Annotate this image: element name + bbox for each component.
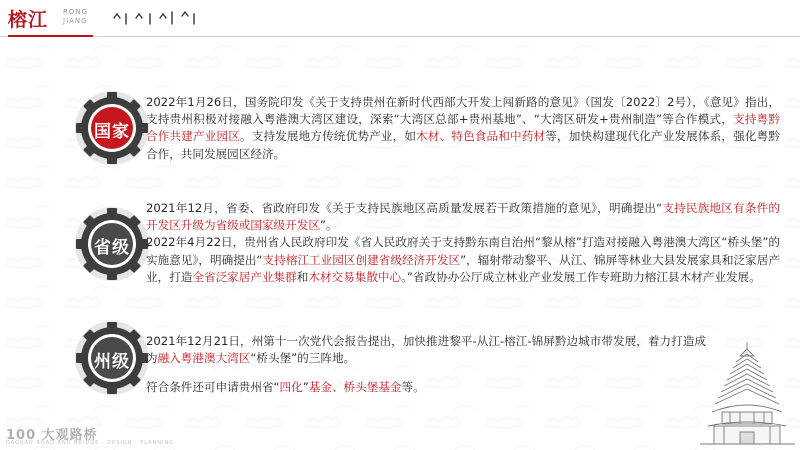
national-policy-text <box>146 94 780 163</box>
birds-icon <box>110 4 200 26</box>
provincial-paragraph-2: 2022年4月22日，贵州省人民政府印发《省人民政府关于支持黔东南自治州“黎从榕”打造对接融入粤港澳大湾区“桥头堡”的实施意见》，明确提出“支持榕江工业园区创建省级经济开发区”，辐射带动黎平、从江、锦屏等林业大县发展家具和泛家居产业，打造全省泛家居产业集群和木材交易集散中心。”省政协办公厅成立林业产业发展工作专班助力榕江县木材产业发展。 <box>146 235 780 284</box>
brand-subtitle: RONG JIANG <box>63 8 89 25</box>
level-label-prefecture: 州级 <box>94 352 130 372</box>
provincial-paragraph-1: 2021年12月，省委、省政府印发《关于支持民族地区高质量发展若干政策措施的意见》，明确提出“支持民族地区有条件的开发区升级为省级或国家级开发区”。 <box>146 201 780 233</box>
header-divider <box>0 36 800 37</box>
prefecture-paragraph-2: 符合条件还可申请贵州省“四化”基金、桥头堡基金等。 <box>146 380 425 395</box>
provincial-policy-text <box>146 200 780 286</box>
level-label-national: 国家 <box>94 122 130 142</box>
slide-header <box>0 0 800 44</box>
brand-title: 榕江 <box>8 9 49 31</box>
header-accent-bar <box>8 35 93 37</box>
national-paragraph: 2022年1月26日，国务院印发《关于支持贵州在新时代西部大开发上闯新路的意见》（国发〔2022〕2号），《意见》指出，支持贵州积极对接融入粤港澳大湾区建设，深索“大湾区总部+贵州基地”、“大湾区研发+贵州制造”等合作模式，支持粤黔合作共建产业园区。支持发展地方传统优势产业，如木材、特色食品和中药材等，加快构建现代化产业发展体系，强化粤黔合作，共同发展园区经济。 <box>146 95 780 161</box>
drum-tower-illustration <box>700 340 795 448</box>
footer-logo: 100 大观路桥 <box>6 428 98 443</box>
level-label-provincial: 省级 <box>94 238 130 258</box>
footer-tagline: DAGUAN ROAD AND BRIDGE · DESIGN · PLANNING <box>6 440 175 446</box>
prefecture-policy-text <box>146 333 706 397</box>
prefecture-paragraph-1: 2021年12月21日，州第十一次党代会报告提出，加快推进黎平-从江-榕江-锦屏黔边城市带发展，着力打造成为融入粤港澳大湾区“桥头堡”的三阵地。 <box>146 334 706 366</box>
